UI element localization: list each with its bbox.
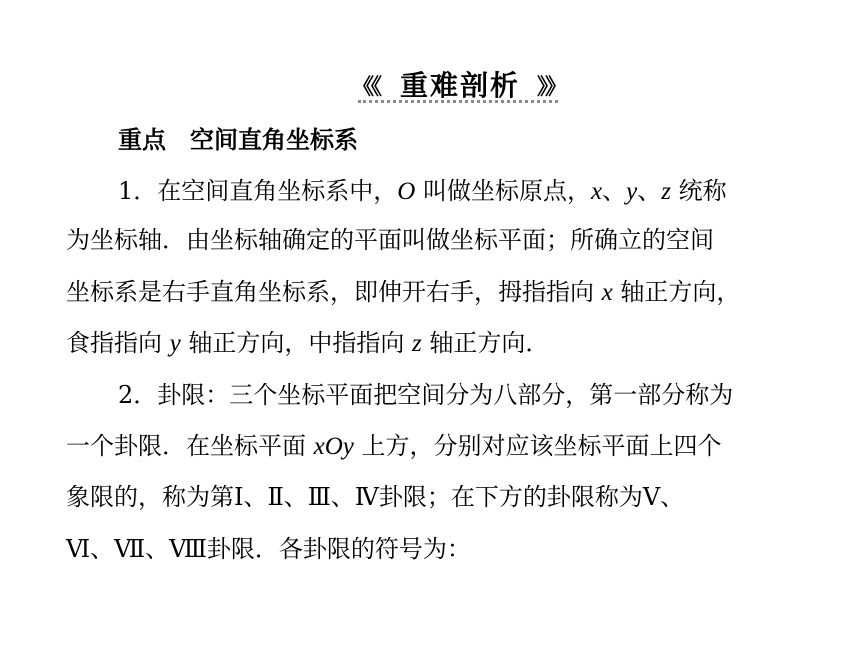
left-chevron-decoration: 《《 [352, 75, 380, 100]
section-heading: 重点 空间直角坐标系 [118, 126, 358, 154]
math-symbol: z [661, 178, 671, 205]
text-segment: 1．在空间直角坐标系中， [118, 177, 398, 205]
banner-title: 重难剖析 [399, 69, 520, 102]
math-symbol: z [412, 330, 422, 357]
paragraph1-line3 [66, 277, 740, 308]
paragraph2-line4: Ⅵ、Ⅶ、Ⅷ卦限．各卦限的符号为： [66, 535, 471, 563]
dotted-underline [358, 100, 558, 106]
paragraph1-line4 [66, 328, 549, 359]
text-segment: 轴正方向， [612, 278, 741, 306]
math-symbol: x [590, 178, 603, 205]
text-segment: 叫做坐标原点， [415, 177, 591, 205]
text-segment: 轴正方向． [421, 329, 550, 357]
section-banner [352, 60, 564, 106]
text-segment: 、 [602, 177, 627, 205]
paragraph2-line2 [66, 431, 722, 462]
paragraph1-line2: 为坐标轴．由坐标轴确定的平面叫做坐标平面；所确立的空间 [66, 226, 714, 254]
paragraph1-line1 [118, 176, 727, 207]
paragraph2-line1: 2．卦限：三个坐标平面把空间分为八部分，第一部分称为 [118, 381, 734, 409]
paragraph2-line3: 象限的，称为第Ⅰ、Ⅱ、Ⅲ、Ⅳ卦限；在下方的卦限称为Ⅴ、 [66, 483, 685, 511]
right-chevron-decoration: 》》 [536, 75, 564, 100]
text-segment: 坐标系是右手直角坐标系，即伸开右手，拇指指向 [66, 278, 602, 306]
text-segment: 食指指向 [66, 329, 170, 357]
math-symbol: y [169, 330, 181, 357]
math-symbol: y [626, 178, 638, 205]
text-segment: 统称 [670, 177, 727, 205]
text-segment: 上方，分别对应该坐标平面上四个 [353, 432, 722, 460]
math-symbol: O [397, 178, 416, 205]
math-symbol: x [601, 279, 613, 306]
text-segment: 轴正方向，中指指向 [180, 329, 413, 357]
text-segment: 一个卦限．在坐标平面 [66, 432, 314, 460]
text-segment: 、 [637, 177, 662, 205]
math-symbol: xOy [313, 433, 354, 460]
